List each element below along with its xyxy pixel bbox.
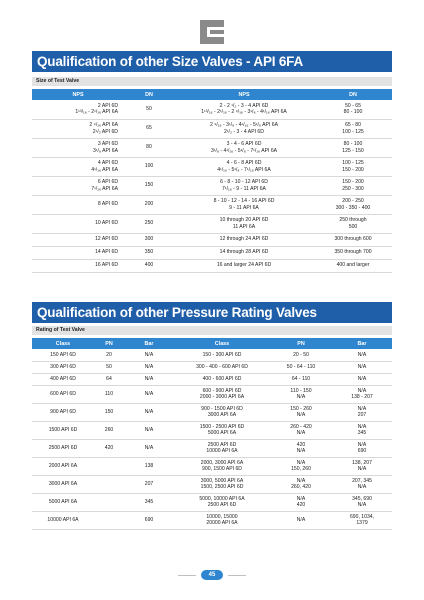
table-cell-dn2: 80 - 100 125 - 150 (314, 138, 392, 157)
table-row (32, 403, 392, 421)
table-cell-pn2: 420 N/A (270, 439, 332, 457)
table-cell-bar1: N/A (124, 421, 174, 439)
table-row (32, 100, 392, 119)
table-cell-pn2: N/A (270, 511, 332, 529)
table-cell-c2: 10000, 15000 20000 API 6A (174, 511, 270, 529)
table-cell-nps2: 6 - 8 - 10 - 12 API 6D 7¹/₁₆ - 9 - 11 API 6A (174, 176, 314, 195)
table-cell-dn1: 150 (124, 176, 174, 195)
table-cell-c1: 3000 API 6A (32, 475, 94, 493)
table-cell-c1: 150 API 6D (32, 349, 94, 361)
table-cell-nps1: 3 API 6D 3¹/₈ API 6A (32, 138, 124, 157)
table-cell-pn2: 64 - 110 (270, 373, 332, 385)
col-header-class: Class (174, 338, 270, 349)
table-cell-c1: 5000 API 6A (32, 493, 94, 511)
table-cell-dn2: 300 through 600 (314, 233, 392, 246)
table-cell-bar1: 345 (124, 493, 174, 511)
table-cell-bar2: 138, 207 N/A (332, 457, 392, 475)
table-cell-dn2: 400 and larger (314, 259, 392, 272)
table-cell-nps2: 4 - 6 - 8 API 6D 4¹/₁₆ - 5¹/₈ - 7¹/₁₆ API 6A (174, 157, 314, 176)
table-cell-nps1: 14 API 6D (32, 246, 124, 259)
table-cell-bar2: N/A 345 (332, 421, 392, 439)
table-cell-bar1: 690 (124, 511, 174, 529)
table-cell-nps2: 2 ⁹/₁₆ - 3¹/₈ - 4¹/₁₆ - 5¹/₈ API 6A 2¹/₂ - 3 - 4 API 6D (174, 119, 314, 138)
table-cell-bar1: N/A (124, 373, 174, 385)
col-header-bar: Bar (332, 338, 392, 349)
table-cell-bar2: N/A 690 (332, 439, 392, 457)
table-cell-pn2: N/A 150, 260 (270, 457, 332, 475)
table-cell-nps1: 4 API 6D 4¹/₁₆ API 6A (32, 157, 124, 176)
table-cell-pn1: 50 (94, 361, 124, 373)
col-header-dn: DN (124, 89, 174, 100)
page-number: 45 (201, 570, 223, 580)
table-row (32, 349, 392, 361)
col-header-bar: Bar (124, 338, 174, 349)
table-cell-c1: 2500 API 6D (32, 439, 94, 457)
table-header-row (32, 89, 392, 100)
table-cell-nps1: 16 API 6D (32, 259, 124, 272)
table-row (32, 138, 392, 157)
footer-divider (178, 575, 196, 576)
table-cell-c1: 400 API 6D (32, 373, 94, 385)
table-cell-bar2: 345, 690 N/A (332, 493, 392, 511)
table-cell-nps2: 2 - 2 ¹/₂ - 3 - 4 API 6D 1¹³/₁₆ - 2¹/₁₆ - 2 ⁹/₁₆ - 3¹/₈ - 4¹/₁₆ API 6A (174, 100, 314, 119)
table-row (32, 439, 392, 457)
table-cell-dn1: 400 (124, 259, 174, 272)
table-cell-bar1: N/A (124, 361, 174, 373)
subheading-size-of-test-valve: Size of Test Valve (32, 77, 392, 86)
table-cell-bar1: 207 (124, 475, 174, 493)
table-cell-nps2: 8 - 10 - 12 - 14 - 16 API 6D 9 - 11 API 6A (174, 195, 314, 214)
table-row (32, 157, 392, 176)
table-cell-pn1: 110 (94, 385, 124, 403)
table-row (32, 475, 392, 493)
table-cell-c2: 1500 - 2500 API 6D 5000 API 6A (174, 421, 270, 439)
table-cell-bar2: N/A (332, 373, 392, 385)
table-cell-bar1: N/A (124, 439, 174, 457)
table-cell-pn2: N/A 420 (270, 493, 332, 511)
table-cell-dn1: 65 (124, 119, 174, 138)
footer-divider (228, 575, 246, 576)
table-cell-bar2: 207, 345 N/A (332, 475, 392, 493)
table-cell-c2: 5000, 10000 API 6A 2500 API 6D (174, 493, 270, 511)
table-cell-dn2: 200 - 250 300 - 350 - 400 (314, 195, 392, 214)
pressure-rating-table (32, 338, 392, 530)
table-cell-nps1: 2 ⁹/₁₆ API 6A 2¹/₂ API 6D (32, 119, 124, 138)
table-row (32, 259, 392, 272)
table-cell-c2: 400 - 600 API 6D (174, 373, 270, 385)
table-cell-dn1: 80 (124, 138, 174, 157)
table-header-row (32, 338, 392, 349)
table-cell-nps1: 2 API 6D 1¹³/₁₆ - 2¹/₁₆ API 6A (32, 100, 124, 119)
table-cell-bar1: 138 (124, 457, 174, 475)
col-header-dn: DN (314, 89, 392, 100)
table-cell-bar2: N/A 138 - 207 (332, 385, 392, 403)
table-cell-bar2: 690, 1034, 1379 (332, 511, 392, 529)
table-cell-c1: 900 API 6D (32, 403, 94, 421)
section-title-pressure-rating: Qualification of other Pressure Rating Valves (32, 302, 392, 323)
table-cell-c2: 300 - 400 - 600 API 6D (174, 361, 270, 373)
table-cell-dn2: 50 - 65 80 - 100 (314, 100, 392, 119)
table-cell-pn1: 20 (94, 349, 124, 361)
table-cell-c1: 1500 API 6D (32, 421, 94, 439)
table-cell-dn1: 50 (124, 100, 174, 119)
table-cell-pn1 (94, 457, 124, 475)
table-row (32, 373, 392, 385)
table-cell-nps2: 3 - 4 - 6 API 6D 3¹/₈ - 4¹/₁₆ - 5¹/₈ - 7¹/₁₆ API 6A (174, 138, 314, 157)
table-cell-bar1: N/A (124, 385, 174, 403)
col-header-nps: NPS (32, 89, 124, 100)
subheading-rating-of-test-valve: Rating of Test Valve (32, 326, 392, 335)
table-row (32, 246, 392, 259)
table-row (32, 176, 392, 195)
table-cell-bar2: N/A 207 (332, 403, 392, 421)
section-title-size-valves: Qualification of other Size Valves - API 6FA (32, 51, 392, 72)
table-cell-bar2: N/A (332, 361, 392, 373)
table-cell-nps1: 6 API 6D 7¹/₁₆ API 6A (32, 176, 124, 195)
table-cell-pn1: 64 (94, 373, 124, 385)
table-row (32, 214, 392, 233)
table-row (32, 361, 392, 373)
table-cell-c2: 900 - 1500 API 6D 3000 API 6A (174, 403, 270, 421)
table-cell-dn2: 65 - 80 100 - 125 (314, 119, 392, 138)
col-header-pn: PN (270, 338, 332, 349)
table-cell-c2: 3000, 5000 API 6A 1500, 2500 API 6D (174, 475, 270, 493)
table-cell-pn2: 50 - 64 - 110 (270, 361, 332, 373)
table-cell-pn2: 110 - 150 N/A (270, 385, 332, 403)
table-cell-bar1: N/A (124, 349, 174, 361)
table-cell-pn1: 420 (94, 439, 124, 457)
table-cell-dn2: 250 through 500 (314, 214, 392, 233)
table-cell-dn1: 300 (124, 233, 174, 246)
col-header-nps: NPS (174, 89, 314, 100)
table-cell-nps2: 12 through 24 API 6D (174, 233, 314, 246)
table-cell-dn2: 150 - 200 250 - 300 (314, 176, 392, 195)
table-cell-pn1: 150 (94, 403, 124, 421)
table-cell-c1: 10000 API 6A (32, 511, 94, 529)
table-cell-pn2: 150 - 260 N/A (270, 403, 332, 421)
table-cell-pn2: 260 - 420 N/A (270, 421, 332, 439)
col-header-class: Class (32, 338, 94, 349)
table-cell-bar2: N/A (332, 349, 392, 361)
table-cell-dn1: 200 (124, 195, 174, 214)
col-header-pn: PN (94, 338, 124, 349)
table-row (32, 385, 392, 403)
table-cell-pn2: 20 - 50 (270, 349, 332, 361)
table-cell-nps1: 10 API 6D (32, 214, 124, 233)
table-cell-dn2: 100 - 125 150 - 200 (314, 157, 392, 176)
table-cell-pn1 (94, 493, 124, 511)
table-cell-pn1 (94, 475, 124, 493)
table-cell-pn2: N/A 260, 420 (270, 475, 332, 493)
table-cell-dn2: 350 through 700 (314, 246, 392, 259)
table-row (32, 511, 392, 529)
table-cell-nps2: 14 through 28 API 6D (174, 246, 314, 259)
table-cell-nps2: 10 through 20 API 6D 11 API 6A (174, 214, 314, 233)
table-cell-c2: 150 - 300 API 6D (174, 349, 270, 361)
table-cell-c2: 2500 API 6D 10000 API 6A (174, 439, 270, 457)
table-cell-c1: 300 API 6D (32, 361, 94, 373)
table-row (32, 493, 392, 511)
table-cell-nps2: 16 and larger 24 API 6D (174, 259, 314, 272)
table-cell-c2: 600 - 900 API 6D 2000 - 3000 API 6A (174, 385, 270, 403)
table-row (32, 457, 392, 475)
table-cell-dn1: 350 (124, 246, 174, 259)
table-cell-nps1: 12 API 6D (32, 233, 124, 246)
table-cell-dn1: 250 (124, 214, 174, 233)
table-row (32, 233, 392, 246)
table-cell-dn1: 100 (124, 157, 174, 176)
table-row (32, 195, 392, 214)
table-cell-nps1: 8 API 6D (32, 195, 124, 214)
table-cell-c1: 2000 API 6A (32, 457, 94, 475)
size-valves-table (32, 89, 392, 273)
table-cell-c2: 2000, 3000 API 6A 900, 1500 API 6D (174, 457, 270, 475)
table-row (32, 119, 392, 138)
page-footer (0, 570, 424, 580)
table-cell-c1: 600 API 6D (32, 385, 94, 403)
table-row (32, 421, 392, 439)
table-cell-pn1: 260 (94, 421, 124, 439)
table-cell-pn1 (94, 511, 124, 529)
company-logo-icon (200, 20, 224, 44)
table-cell-bar1: N/A (124, 403, 174, 421)
